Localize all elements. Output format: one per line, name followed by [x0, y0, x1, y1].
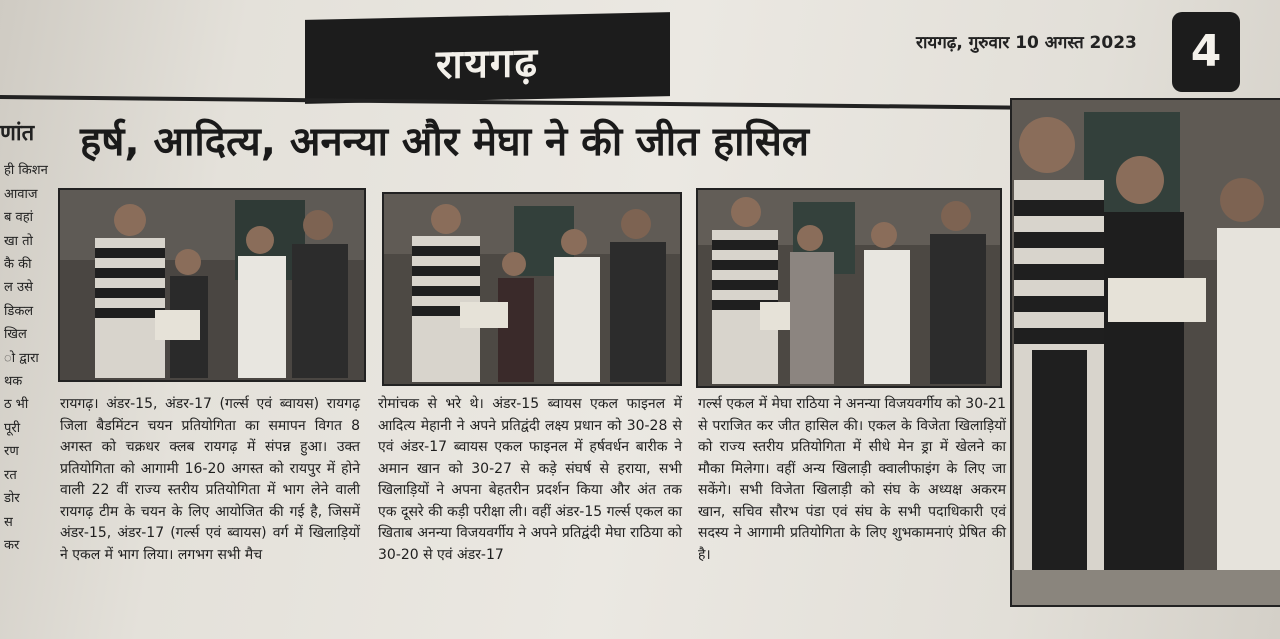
masthead: [305, 12, 670, 104]
page-number: 4: [1172, 12, 1240, 92]
fragment-line: ही किशन: [4, 163, 48, 179]
fragment-heading: णांत: [0, 121, 35, 146]
dateline: रायगढ़, गुरुवार 10 अगस्त 2023: [916, 33, 1137, 53]
fragment-line: डिकल: [4, 303, 34, 319]
fragment-line: ल उसे: [4, 280, 33, 296]
masthead-title: रायगढ़: [436, 39, 539, 89]
fragment-line: ब वहां: [4, 210, 34, 226]
article-column-1: [60, 394, 360, 566]
article-headline: हर्ष, आदित्य, अनन्या और मेघा ने की जीत हासिल: [80, 119, 809, 165]
fragment-line: डोर: [4, 491, 20, 507]
photo-award-1: [58, 188, 366, 382]
fragment-line: खा तो: [4, 233, 33, 249]
fragment-line: ो द्वारा: [4, 350, 39, 366]
fragment-line: रत: [4, 467, 17, 483]
article-paragraph: गर्ल्स एकल में मेघा राठिया ने अनन्या विजयवर्गीय को 30-21 से पराजित कर जीत हासिल की। एकल के विजेता खिलाड़ियों को राज्य स्तरीय प्रतियोगिता में सीधे मेन ड्रा में खेलने का मौका मिलेगा। वहीं अन्य खिलाड़ी क्वालीफाइंग के लिए जा सकेंगे। सभी विजेता खिलाड़ी को संघ के अध्यक्ष अकरम खान, सचिव सौरभ पंडा एवं संघ के सभी पदाधिकारी एवं सदस्य ने आगामी प्रतियोगिता के लिए शुभकामनाएं प्रेषित की है।: [698, 396, 1006, 563]
adjacent-article-fragment: [0, 116, 60, 636]
fragment-line: खिल: [4, 327, 27, 343]
fragment-line: ठ भी: [4, 397, 29, 413]
photo-award-3: [696, 188, 1002, 388]
fragment-line: स: [4, 514, 13, 530]
fragment-line: थक: [4, 374, 23, 390]
photo-award-2: [382, 192, 682, 386]
fragment-line: रण: [4, 444, 19, 460]
article-column-3: [698, 394, 1006, 566]
fragment-line: पूरी: [4, 420, 21, 436]
photo-award-4: [1010, 98, 1280, 607]
fragment-line: कर: [4, 537, 20, 553]
fragment-line: कै की: [4, 257, 32, 273]
fragment-line: आवाज: [4, 186, 38, 202]
article-column-2: [378, 394, 682, 566]
article-paragraph: रायगढ़। अंडर-15, अंडर-17 (गर्ल्स एवं ब्वायस) रायगढ़ जिला बैडमिंटन चयन प्रतियोगिता का समापन विगत 8 अगस्त को चक्रधर क्लब रायगढ़ में संपन्न हुआ। उक्त प्रतियोगिता को आगामी 16-20 अगस्त को रायपुर में होने वाली 22 वीं राज्य स्तरीय प्रतियोगिता में भाग लेने वाली रायगढ़ टीम के चयन के लिए आयोजित की गई है, जिसमें अंडर-15, अंडर-17 (गर्ल्स एवं ब्वायस) वर्ग में खिलाड़ियों ने एकल में भाग लिया। लगभग सभी मैच: [60, 396, 360, 563]
article-paragraph: रोमांचक से भरे थे। अंडर-15 ब्वायस एकल फाइनल में आदित्य मेहानी ने अपने प्रतिद्वंदी लक्ष्य प्रधान को 30-28 से एवं अंडर-17 ब्वायस एकल फाइनल में हर्षवर्धन बारीक ने अमान खान को 30-27 से कड़े संघर्ष से हराया, सभी खिलाड़ियों ने अपना बेहतरीन प्रदर्शन किया और अंत तक एक दूसरे की कड़ी परीक्षा ली। वहीं अंडर-15 गर्ल्स एकल का खिताब अनन्या विजयवर्गीय ने अपने प्रतिद्वंदी मेघा राठिया को 30-20 से एवं अंडर-17: [378, 396, 682, 563]
